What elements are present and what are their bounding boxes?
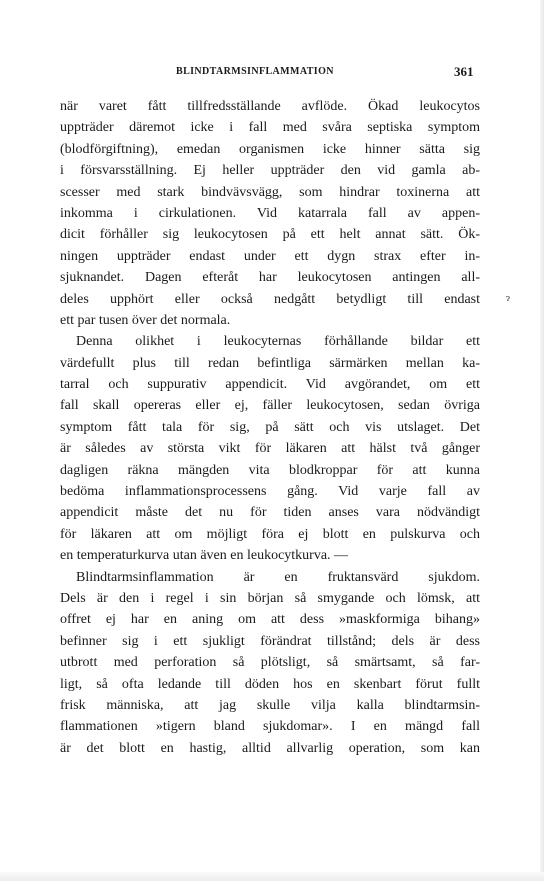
text-line: scesser med stark bindvävsvägg, som hindrar toxinerna att [60, 184, 480, 200]
text-line: flammationen »tigern bland sjukdomar». I en mängd fall [60, 719, 480, 735]
page-bottom-edge [0, 872, 544, 881]
paragraph-end-line: en temperaturkurva utan även en leukocytkurva. — [60, 548, 349, 564]
text-line: offret ej har en aning om att dess »maskformiga bihang» [60, 612, 480, 628]
text-line: deles upphört eller också nedgått betydligt till endast [60, 291, 480, 307]
text-line: värdefullt plus till redan befintliga särmärken mellan ka- [60, 355, 480, 371]
text-line: (blodförgiftning), emedan organismen icke hinner sätta sig [60, 141, 480, 157]
paragraph-start-line: Blindtarmsinflammation är en fruktansvärd sjukdom. [76, 569, 480, 585]
margin-mark: ɂ [506, 293, 510, 304]
text-line: frisk människa, att jag skulle vilja kalla blindtarmsin- [60, 697, 480, 713]
text-line: ligt, så ofta ledande till döden hos en skenbart förut fullt [60, 676, 480, 692]
text-line: symptom fått tala för sig, på sätt och vis utslaget. Det [60, 419, 480, 435]
text-line: är det blott en hastig, alltid allvarlig operation, som kan [60, 740, 480, 756]
text-line: när varet fått tillfredsställande avflöde. Ökad leukocytos [60, 99, 480, 114]
text-line: Dels är den i regel i sin början så smygande och lömsk, att [60, 590, 480, 606]
paragraph-end-line: ett par tusen över det normala. [60, 312, 231, 328]
page-header [0, 66, 544, 82]
text-line: ningen uppträder endast under ett dygn strax efter in- [60, 248, 480, 264]
paragraph-start-line: Denna olikhet i leukocyternas förhållande bildar ett [76, 334, 480, 350]
page-number: 361 [454, 64, 474, 79]
text-line: dicit förhåller sig leukocytosen på ett helt annat sätt. Ök- [60, 227, 480, 243]
text-line: för läkaren att om möjligt föra ej blott en pulskurva och [60, 526, 480, 542]
text-line: befinner sig i ett sjukligt förändrat tillstånd; dels är dess [60, 633, 480, 649]
text-line: uppträder däremot icke i fall med svåra septiska symptom [60, 120, 480, 136]
text-line: i försvarsställning. Ej heller uppträder den vid gamla ab- [60, 163, 480, 179]
body-text [60, 96, 480, 759]
text-line: fall skall opereras eller ej, fäller leukocytosen, sedan övriga [60, 398, 480, 414]
text-line: tarral och suppurativ appendicit. Vid avgörandet, om ett [60, 377, 480, 393]
running-title: BLINDTARMSINFLAMMATION [176, 66, 334, 77]
text-line: dagligen räkna mängden vita blodkroppar för att kunna [60, 462, 480, 478]
text-line: utbrott med perforation så plötsligt, så smärtsamt, så far- [60, 655, 480, 671]
page-edge-shadow [540, 0, 544, 881]
text-line: appendicit måste det nu för tiden anses vara nödvändigt [60, 505, 480, 521]
text-line: inkomma i cirkulationen. Vid katarrala fall av appen- [60, 205, 480, 221]
text-line: är således av största vikt för läkaren att hälst två gånger [60, 441, 480, 457]
text-line: sjuknandet. Dagen efteråt har leukocytosen antingen all- [60, 270, 480, 286]
text-line: bedöma inflammationsprocessens gång. Vid varje fall av [60, 484, 480, 500]
